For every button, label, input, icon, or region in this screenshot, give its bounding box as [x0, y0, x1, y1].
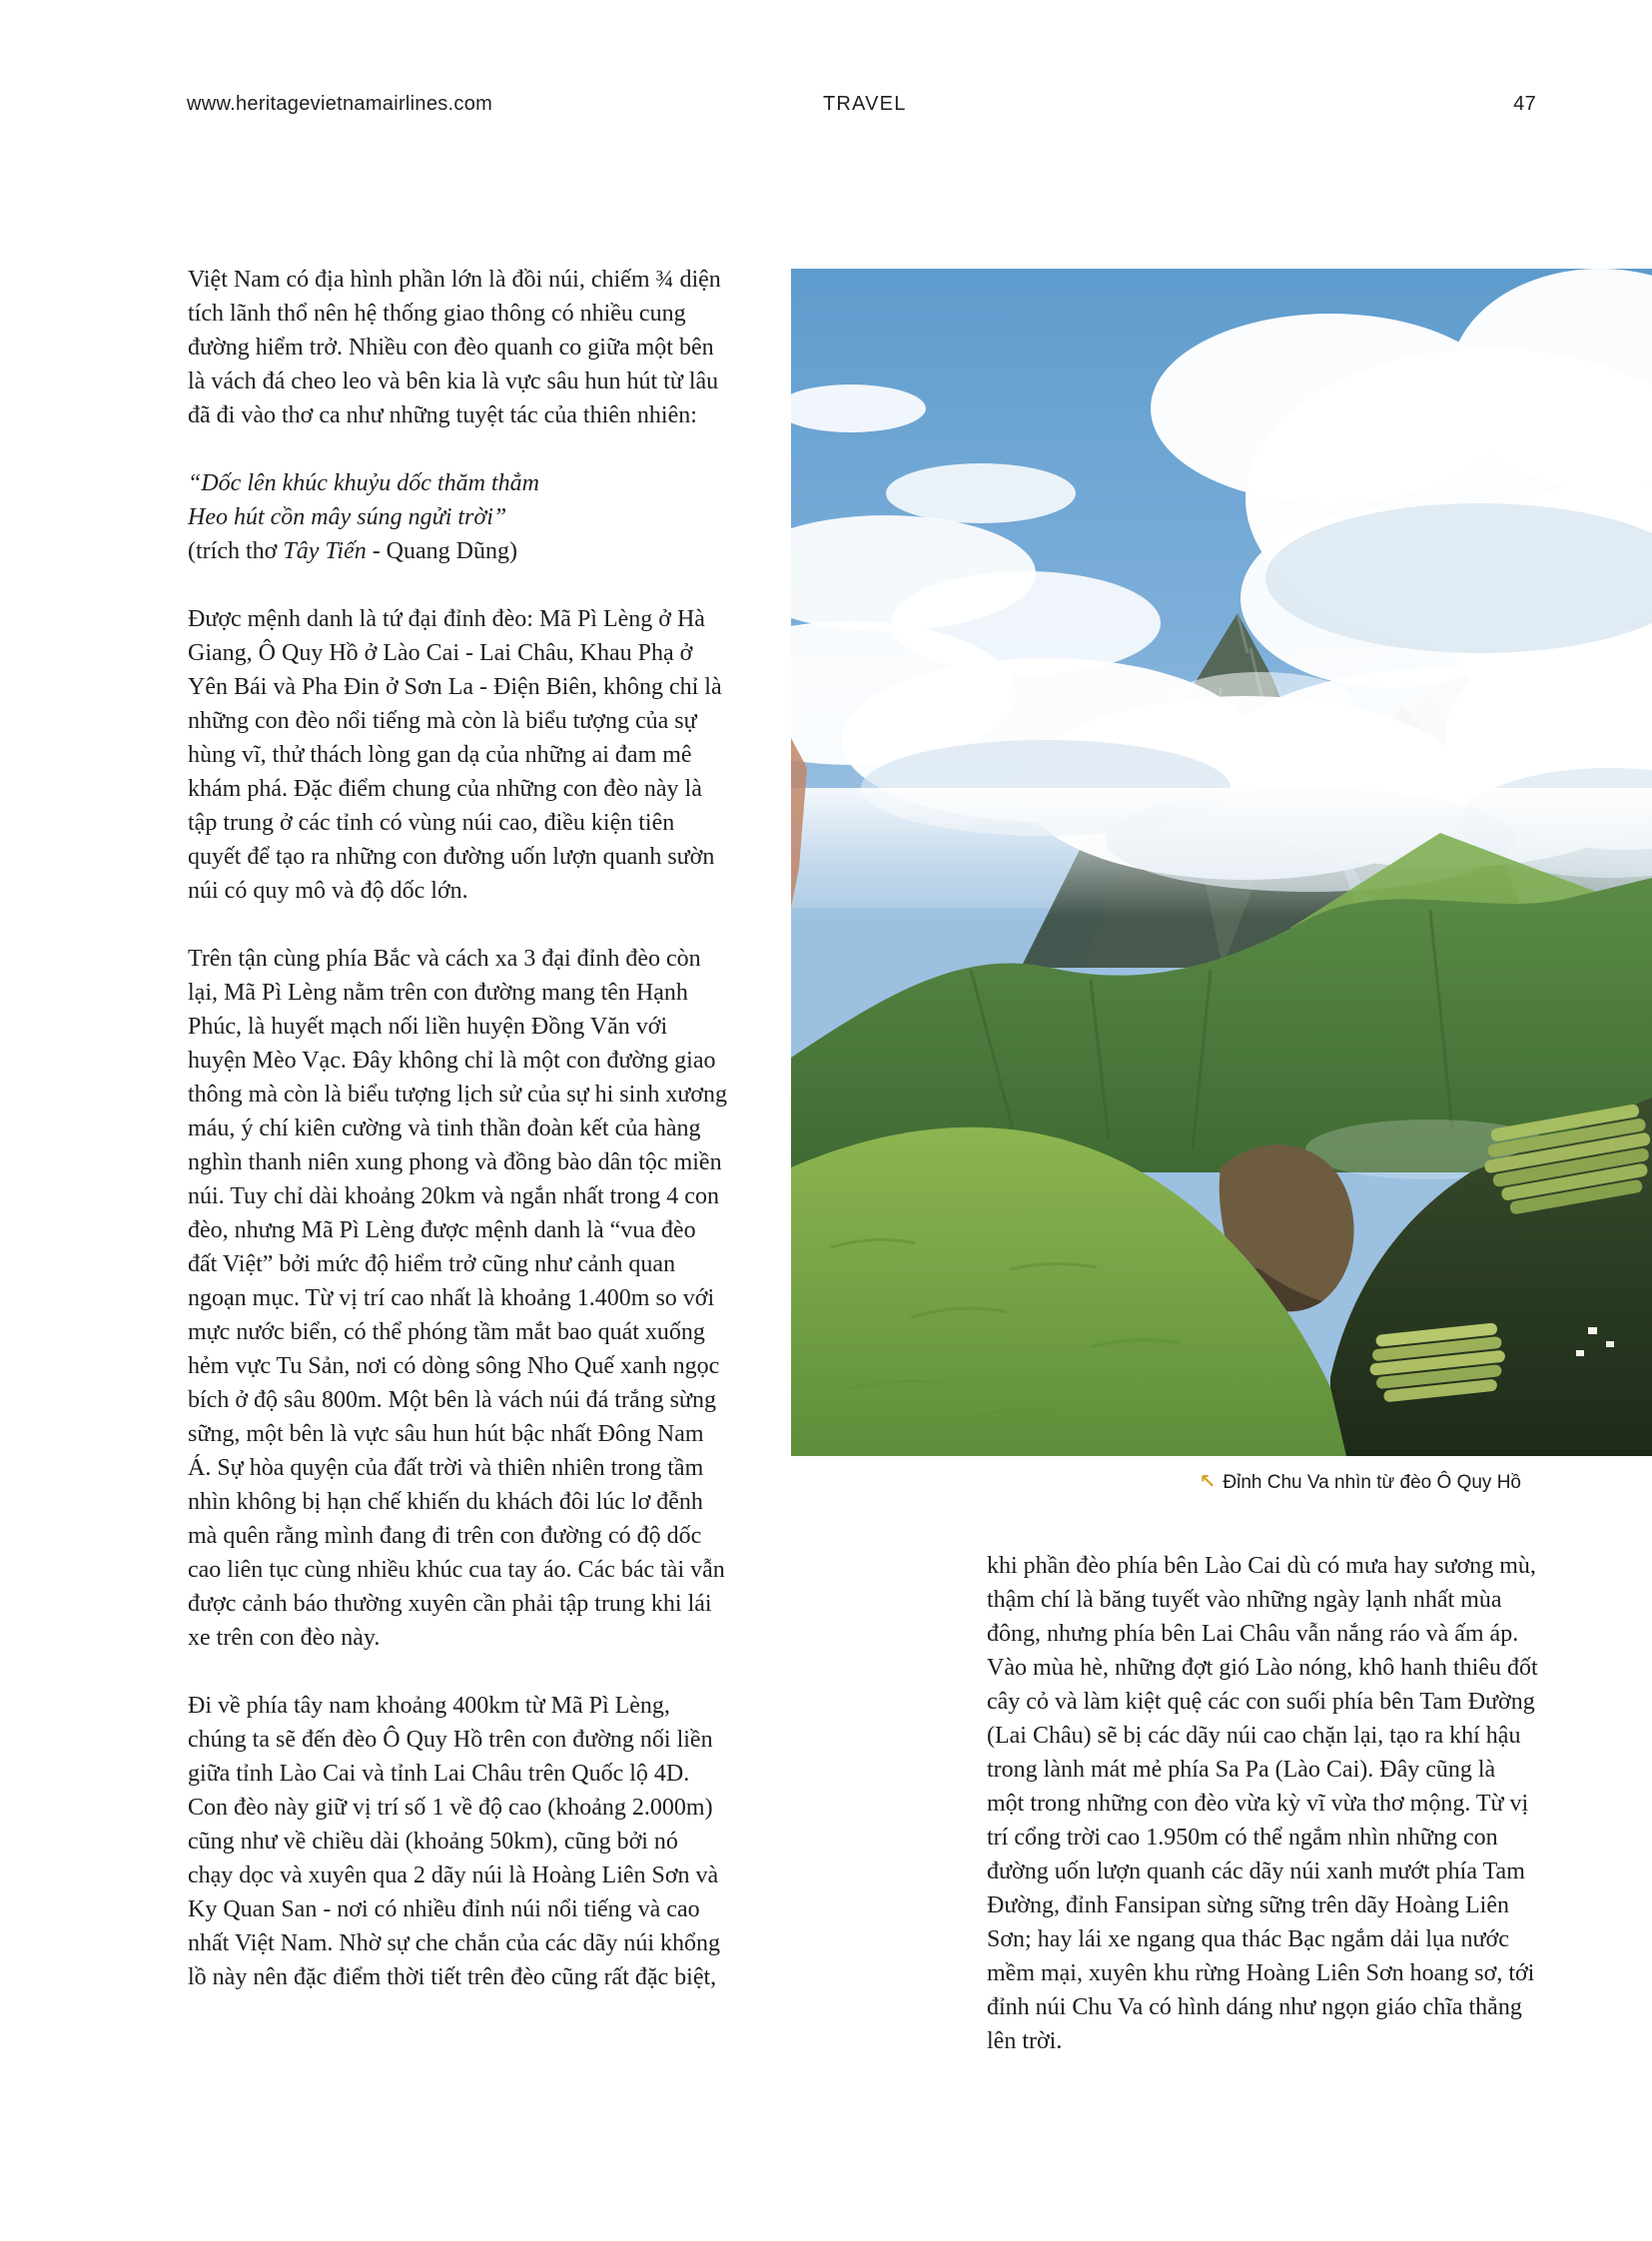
poem-line: Heo hút cồn mây súng ngửi trời”: [188, 504, 507, 530]
poem-line: “Dốc lên khúc khuỷu dốc thăm thẳm: [188, 470, 539, 496]
paragraph: khi phần đèo phía bên Lào Cai dù có mưa hay sương mù, thậm chí là băng tuyết vào những ngày lạnh nhất mùa đông, nhưng phía bên Lai Châu vẫn nắng ráo và ấm áp. Vào mùa hè, những đợt gió Lào nóng, khô hanh thiêu đốt cây cỏ và làm kiệt quệ các con suối phía bên Tam Đường (Lai Châu) sẽ bị các dãy núi cao chặn lại, tạo ra khí hậu trong lành mát mẻ phía Sa Pa (Lào Cai). Đây cũng là một trong những con đèo vừa kỳ vĩ vừa thơ mộng. Từ vị trí cổng trời cao 1.950m có thể ngắm nhìn những con đường uốn lượn quanh các dãy núi xanh mướt phía Tam Đường, đỉnh Fansipan sừng sững trên dãy Hoàng Liên Sơn; hay lái xe ngang qua thác Bạc ngắm dải lụa nước mềm mại, xuyên khu rừng Hoàng Liên Sơn hoang sơ, tới đỉnh núi Chu Va có hình dáng như ngọn giáo chĩa thẳng lên trời.: [987, 1553, 1538, 2054]
paragraph: Được mệnh danh là tứ đại đỉnh đèo: Mã Pì Lèng ở Hà Giang, Ô Quy Hồ ở Lào Cai - Lai Châu, Khau Phạ ở Yên Bái và Pha Đin ở Sơn La - Điện Biên, không chỉ là những con đèo nổi tiếng mà còn là biểu tượng của sự hùng vĩ, thử thách lòng gan dạ của những ai đam mê khám phá. Đặc điểm chung của những con đèo này là tập trung ở các tỉnh có vùng núi cao, điều kiện tiên quyết để tạo ra những con đường uốn lượn quanh sườn núi có quy mô và độ dốc lớn.: [188, 606, 722, 904]
caption-arrow-icon: ↖: [1199, 1469, 1217, 1493]
poem-credit: (trích thơ Tây Tiến - Quang Dũng): [188, 538, 517, 564]
paragraph: Trên tận cùng phía Bắc và cách xa 3 đại đỉnh đèo còn lại, Mã Pì Lèng nằm trên con đường mang tên Hạnh Phúc, là huyết mạch nối liền huyện Đồng Văn với huyện Mèo Vạc. Đây không chỉ là một con đường giao thông mà còn là biểu tượng lịch sử của sự hi sinh xương máu, ý chí kiên cường và tinh thần đoàn kết của hàng nghìn thanh niên xung phong và đồng bào dân tộc miền núi. Tuy chỉ dài khoảng 20km và ngắn nhất trong 4 con đèo, nhưng Mã Pì Lèng được mệnh danh là “vua đèo đất Việt” bởi mức độ hiểm trở cũng như cảnh quan ngoạn mục. Từ vị trí cao nhất là khoảng 1.400m so với mực nước biển, có thể phóng tầm mắt bao quát xuống hẻm vực Tu Sản, nơi có dòng sông Nho Quế xanh ngọc bích ở độ sâu 800m. Một bên là vách núi đá trắng sừng sững, một bên là vực sâu hun hút bậc nhất Đông Nam Á. Sự hòa quyện của đất trời và thiên nhiên trong tầm nhìn không bị hạn chế khiến du khách đôi lúc lơ đễnh mà quên rằng mình đang đi trên con đường có độ dốc cao liên tục cùng nhiều khúc cua tay áo. Các bác tài vẫn được cảnh báo thường xuyên cần phải tập trung khi lái xe trên con đèo này.: [188, 946, 728, 1651]
paragraph: Việt Nam có địa hình phần lớn là đồi núi, chiếm ¾ diện tích lãnh thổ nên hệ thống giao thông có nhiều cung đường hiểm trở. Nhiều con đèo quanh co giữa một bên là vách đá cheo leo và bên kia là vực sâu hun hút từ lâu đã đi vào thơ ca như những tuyệt tác của thiên nhiên:: [188, 267, 721, 428]
rice-terraces-lower: [1366, 1322, 1508, 1404]
paragraph: Đi về phía tây nam khoảng 400km từ Mã Pì Lèng, chúng ta sẽ đến đèo Ô Quy Hồ trên con đường nối liền giữa tỉnh Lào Cai và tỉnh Lai Châu trên Quốc lộ 4D. Con đèo này giữ vị trí số 1 về độ cao (khoảng 2.000m) cũng như về chiều dài (khoảng 50km), cũng bởi nó chạy dọc và xuyên qua 2 dãy núi là Hoàng Liên Sơn và Ky Quan San - nơi có nhiều đỉnh núi nổi tiếng và cao nhất Việt Nam. Nhờ sự che chắn của các dãy núi khổng lồ này nên đặc điểm thời tiết trên đèo cũng rất đặc biệt,: [188, 1693, 720, 1990]
article-left-column: [188, 263, 727, 1994]
header-section-title: TRAVEL: [823, 93, 907, 115]
poem-title: Tây Tiến: [283, 538, 367, 564]
header-page-number: 47: [1513, 93, 1536, 115]
mountain-photo-illustration: [791, 269, 1652, 1456]
poem-quote: [188, 466, 727, 568]
mountain-photo: [791, 269, 1652, 1456]
article-right-column: [987, 1549, 1538, 2058]
photo-caption-text: Đỉnh Chu Va nhìn từ đèo Ô Quy Hồ: [1223, 1472, 1521, 1493]
photo-caption: [1200, 1469, 1521, 1494]
header-website-url: www.heritagevietnamairlines.com: [187, 93, 493, 115]
